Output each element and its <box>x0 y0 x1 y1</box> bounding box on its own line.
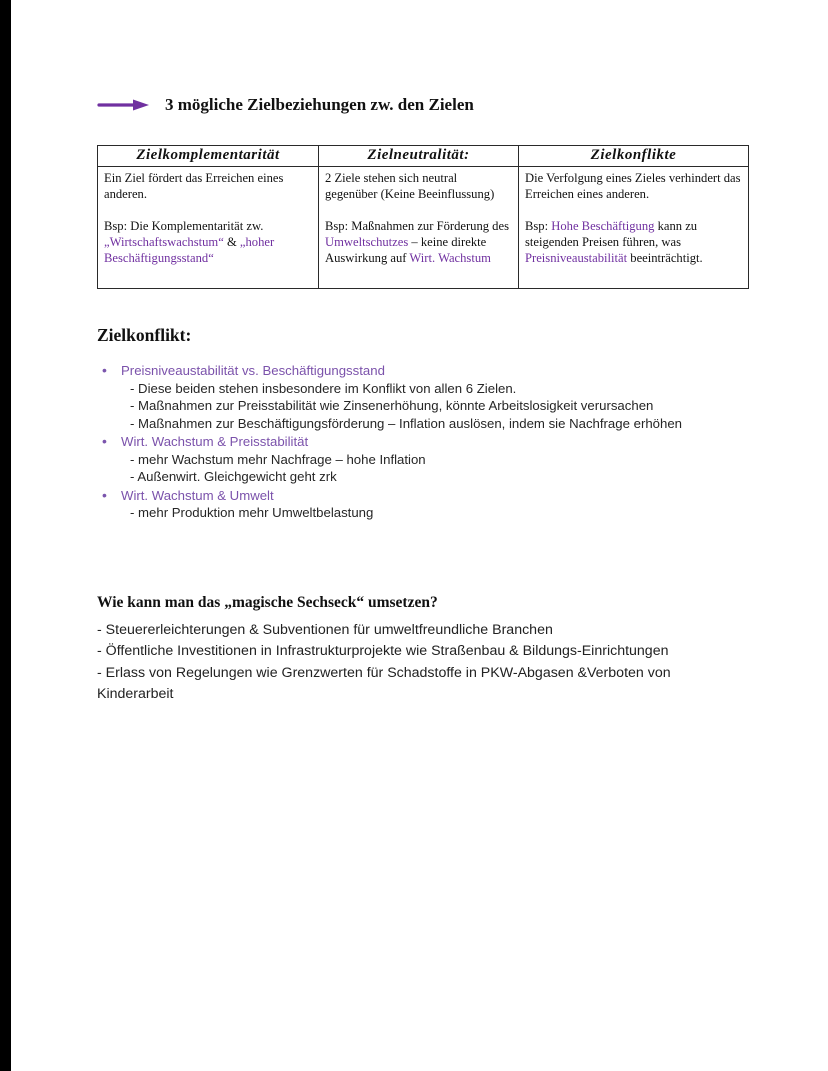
cell1-amp: & <box>223 235 240 249</box>
cell2-example-prefix: Bsp: Maßnahmen zur Förderung des <box>325 219 509 233</box>
implementation-line: - Erlass von Regelungen wie Grenzwerten für Schadstoffe in PKW-Abgasen &Verboten von Kinderarbeit <box>97 664 671 702</box>
cell2-definition: 2 Ziele stehen sich neutral gegenüber (Keine Beeinflussung) <box>325 171 495 201</box>
cell3-term-preisniveaustabilitaet: Preisniveaustabilität <box>525 251 628 265</box>
table-header-row <box>98 146 749 167</box>
sub-item: - mehr Wachstum mehr Nachfrage – hohe Inflation <box>130 451 426 467</box>
list-item <box>97 487 748 522</box>
cell3-example <box>525 218 741 266</box>
document-page <box>97 95 748 706</box>
sub-item: - Maßnahmen zur Preisstabilität wie Zinsenerhöhung, könnte Arbeitslosigkeit verursachen <box>130 398 654 413</box>
cell3-example-mid: kann zu steigenden Preisen führen, was <box>525 219 698 249</box>
bullet-title-wachstum-umwelt: • Wirt. Wachstum & Umwelt <box>121 487 274 503</box>
cell1-term-beschaeftigungsstand: „hoher Beschäftigungsstand“ <box>104 235 275 265</box>
conflict-list <box>97 362 748 522</box>
list-item <box>97 362 748 432</box>
bullet-title-preisniveau-vs-beschaeftigung: • Preisniveaustabilität vs. Beschäftigungsstand <box>121 363 385 378</box>
implementation-line: - Öffentliche Investitionen in Infrastrukturprojekte wie Straßenbau & Bildungs-Einrichtungen <box>97 643 669 659</box>
sub-item: - Maßnahmen zur Beschäftigungsförderung – Inflation auslösen, indem sie Nachfrage erhöhen <box>130 415 683 431</box>
cell2-term-umweltschutz: Umweltschutzes <box>325 235 409 249</box>
sechseck-heading: Wie kann man das „magische Sechseck“ umsetzen? <box>97 593 438 611</box>
sub-item: - Diese beiden stehen insbesondere im Konflikt von allen 6 Zielen. <box>130 380 517 396</box>
cell2-example-mid: – keine direkte Auswirkung auf <box>325 235 487 265</box>
page-title: 3 mögliche Zielbeziehungen zw. den Zielen <box>165 95 474 114</box>
sub-item: - mehr Produktion mehr Umweltbelastung <box>130 505 374 520</box>
table-header-zielkomplementaritaet: Zielkomplementarität <box>98 146 319 167</box>
cell1-term-wirtschaftswachstum: „Wirtschaftswachstum“ <box>104 235 224 249</box>
cell-zielneutralitaet <box>319 167 519 289</box>
goal-relations-table <box>97 145 749 289</box>
right-arrow-icon <box>97 98 149 112</box>
cell3-term-hohe-beschaeftigung: Hohe Beschäftigung <box>551 219 655 233</box>
title-row <box>97 95 748 115</box>
cell1-example-prefix: Bsp: Die Komplementarität zw. <box>104 219 264 233</box>
cell2-example <box>325 218 511 266</box>
table-header-zielkonflikte: Zielkonflikte <box>519 146 749 167</box>
page-edge-bar <box>0 0 11 1071</box>
cell2-term-wirt-wachstum: Wirt. Wachstum <box>409 251 491 265</box>
cell1-example <box>104 218 311 266</box>
table-header-zielneutralitaet: Zielneutralität: <box>319 146 519 167</box>
zielkonflikt-heading: Zielkonflikt: <box>97 325 192 345</box>
implementation-paragraph <box>97 620 729 706</box>
table-body-row <box>98 167 749 289</box>
cell3-example-suffix: beeinträchtigt. <box>627 251 703 265</box>
cell-zielkonflikte <box>519 167 749 289</box>
list-item <box>97 433 748 486</box>
implementation-line: - Steuererleichterungen & Subventionen für umweltfreundliche Branchen <box>97 621 553 638</box>
bullet-title-wachstum-preisstabilitaet: • Wirt. Wachstum & Preisstabilität <box>121 434 309 449</box>
cell-zielkomplementaritaet <box>98 167 319 289</box>
cell3-example-prefix: Bsp: <box>525 219 552 233</box>
sub-item: - Außenwirt. Gleichgewicht geht zrk <box>130 469 337 484</box>
cell1-definition: Ein Ziel fördert das Erreichen eines anderen. <box>104 171 284 201</box>
cell3-definition: Die Verfolgung eines Zieles verhindert das Erreichen eines anderen. <box>525 171 741 201</box>
